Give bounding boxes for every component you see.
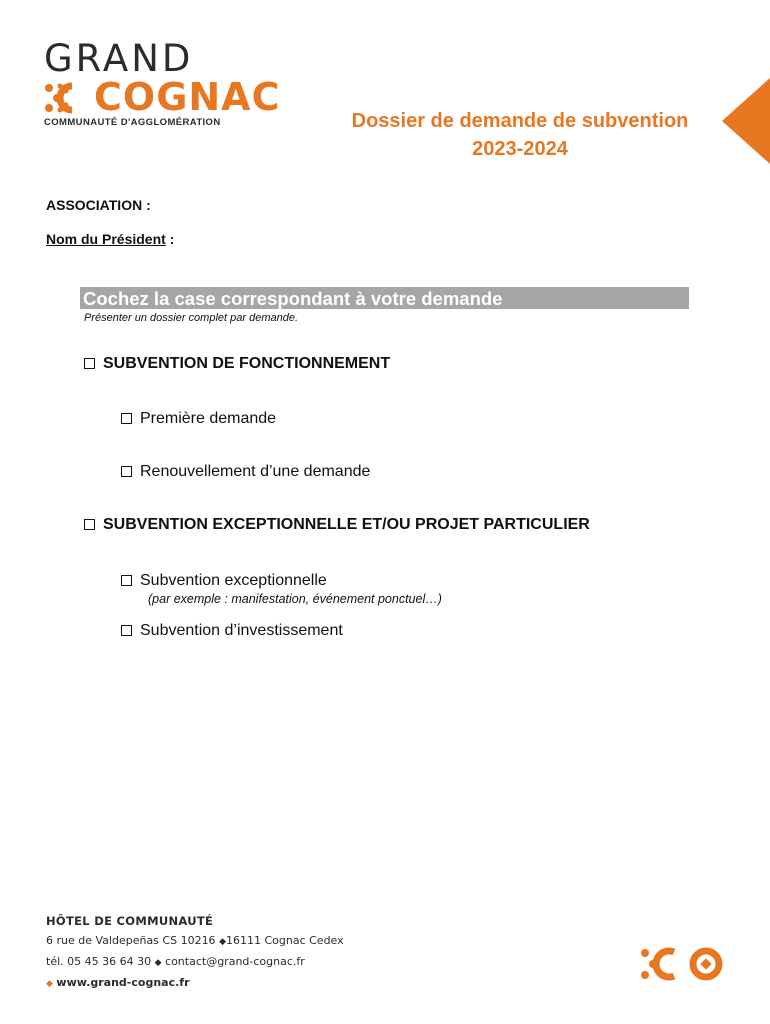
diamond-separator-icon: ◆ — [219, 937, 226, 947]
checkbox-fonctionnement[interactable] — [84, 358, 95, 369]
footer-contact — [46, 912, 344, 994]
corner-triangle-decoration — [722, 78, 770, 164]
president-field-label — [46, 231, 174, 247]
instruction-subtext: Présenter un dossier complet par demande. — [84, 312, 299, 324]
option-renouvellement-label: Renouvellement d’une demande — [140, 463, 371, 480]
checkbox-premiere-demande[interactable] — [121, 413, 132, 424]
option-premiere-demande[interactable] — [121, 410, 276, 428]
footer-address-city: 16111 Cognac Cedex — [225, 934, 344, 947]
option-exceptionnelle-note: (par exemple : manifestation, événement ponctuel…) — [148, 592, 442, 606]
instruction-heading: Cochez la case correspondant à votre demande — [83, 288, 503, 309]
diamond-separator-icon: ◆ — [154, 958, 162, 968]
footer-address-street: 6 rue de Valdepeñas CS 10216 — [46, 934, 216, 947]
footer-website — [46, 973, 344, 994]
logo-subtitle: COMMUNAUTÉ D'AGGLOMÉRATION — [44, 117, 221, 128]
option-fonctionnement-label: SUBVENTION DE FONCTIONNEMENT — [103, 355, 391, 372]
checkbox-exceptionnelle[interactable] — [121, 575, 132, 586]
orange-diamond-icon: ◆ — [46, 979, 53, 989]
footer-phone-email — [46, 952, 344, 973]
option-fonctionnement[interactable] — [84, 355, 390, 373]
president-label-text: Nom du Président — [46, 231, 166, 247]
option-renouvellement[interactable] — [121, 463, 370, 481]
footer-email[interactable]: contact@grand-cognac.fr — [165, 955, 305, 968]
footer-logo-mark-icon — [640, 946, 724, 982]
option-exceptionnelle-projet[interactable] — [84, 516, 590, 534]
option-exceptionnelle-label: Subvention exceptionnelle — [140, 572, 327, 589]
title-line-1: Dossier de demande de subvention — [351, 110, 689, 132]
logo-mark-icon — [44, 82, 96, 114]
checkbox-investissement[interactable] — [121, 625, 132, 636]
checkbox-exceptionnelle-projet[interactable] — [84, 519, 95, 530]
document-title — [300, 107, 740, 163]
logo-cognac-text: COGNAC — [94, 75, 281, 119]
option-exceptionnelle-projet-label: SUBVENTION EXCEPTIONNELLE ET/OU PROJET PARTICULIER — [103, 516, 590, 533]
association-field-label: ASSOCIATION : — [46, 197, 151, 213]
president-label-colon: : — [165, 231, 175, 247]
footer-address — [46, 931, 344, 952]
logo-grand-text: GRAND — [44, 37, 194, 80]
footer-phone: tél. 05 45 36 64 30 — [46, 955, 152, 968]
checkbox-renouvellement[interactable] — [121, 466, 132, 477]
title-line-2: 2023-2024 — [472, 138, 568, 160]
option-investissement-label: Subvention d’investissement — [140, 622, 343, 639]
option-premiere-label: Première demande — [140, 410, 277, 427]
option-investissement[interactable] — [121, 622, 343, 640]
option-exceptionnelle[interactable] — [121, 572, 327, 590]
grand-cognac-logo — [44, 37, 284, 135]
footer-website-link[interactable]: www.grand-cognac.fr — [56, 976, 190, 989]
footer-title: HÔTEL DE COMMUNAUTÉ — [46, 914, 214, 928]
